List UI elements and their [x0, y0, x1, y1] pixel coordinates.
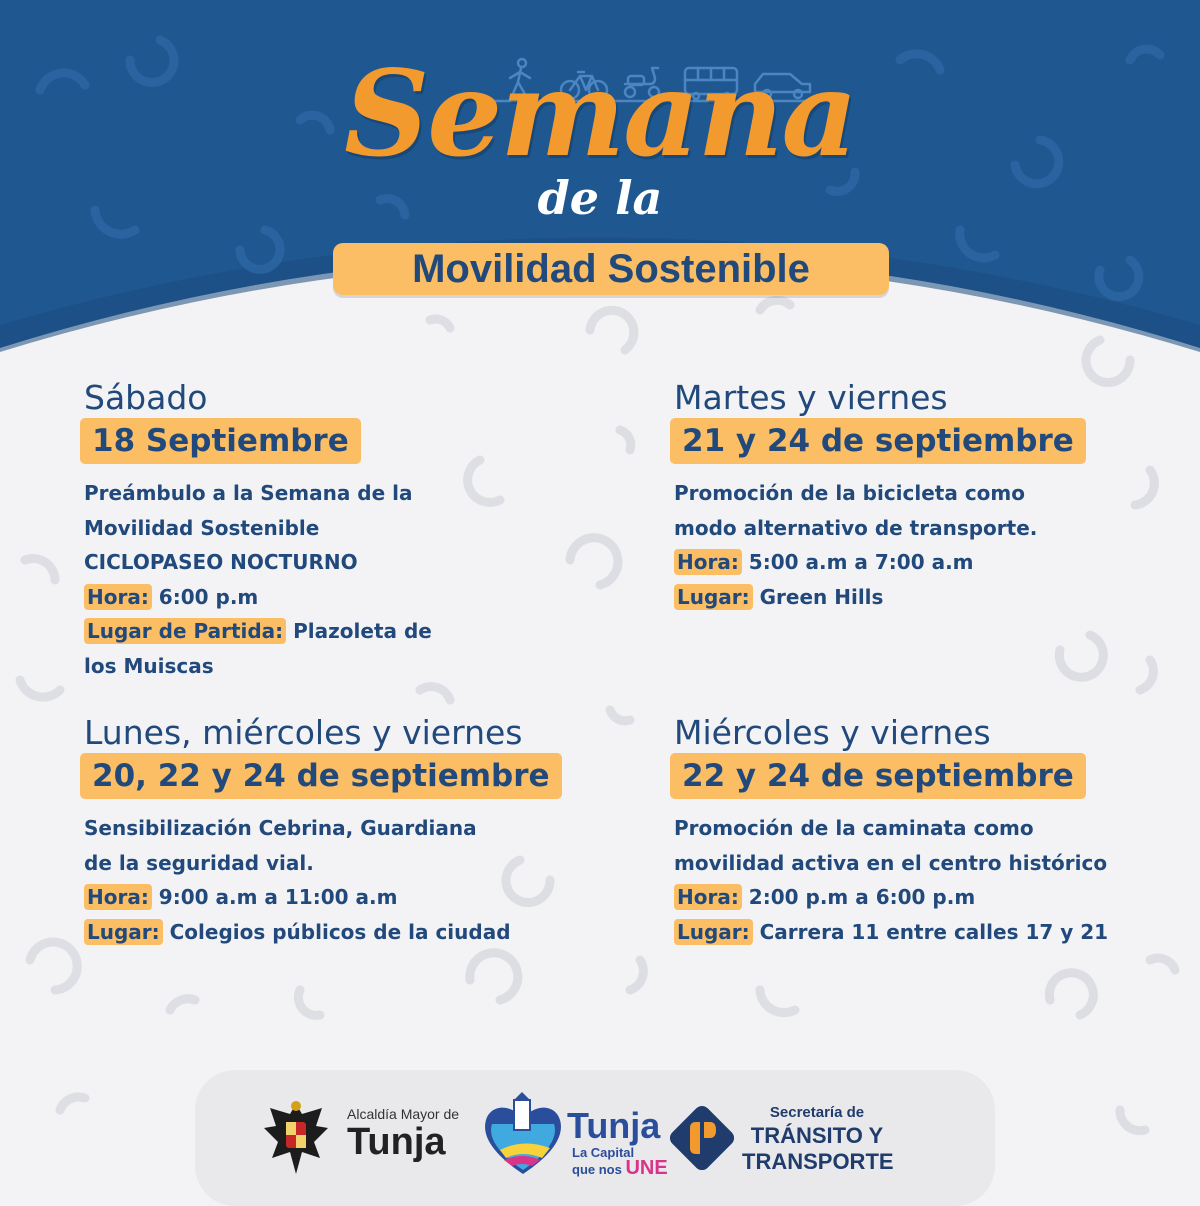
event-day: Lunes, miércoles y viernes — [84, 713, 523, 752]
event-day: Martes y viernes — [674, 378, 948, 417]
event-day: Miércoles y viernes — [674, 713, 991, 752]
alcaldia-small-text: Alcaldía Mayor de — [347, 1106, 460, 1122]
event-date: 20, 22 y 24 de septiembre — [80, 753, 562, 799]
detail-line: CICLOPASEO NOCTURNO — [84, 550, 358, 574]
detail-line: los Muiscas — [84, 653, 214, 678]
hora-label: Hora: — [674, 884, 742, 910]
detail-line-hora: Hora: 9:00 a.m a 11:00 a.m — [84, 880, 562, 915]
event-block-miercoles-viernes — [674, 713, 1108, 949]
event-details — [84, 811, 562, 949]
event-day: Sábado — [84, 378, 208, 417]
event-block-lunes-miercoles-viernes — [84, 713, 562, 949]
event-date: 21 y 24 de septiembre — [670, 418, 1086, 464]
event-block-sabado — [84, 378, 432, 683]
coat-of-arms-icon — [262, 1098, 330, 1180]
detail-line-hora: Hora: 6:00 p.m — [84, 580, 432, 615]
detail-line: Movilidad Sostenible — [84, 515, 320, 540]
lugar-label: Lugar: — [84, 919, 163, 945]
alcaldia-big-text: Tunja — [347, 1121, 446, 1163]
tunja-capital-heart-icon — [480, 1090, 566, 1180]
detail-line-lugar: Lugar: Green Hills — [674, 580, 1086, 615]
secretaria-line-1: Secretaría de — [769, 1104, 865, 1121]
lugar-label: Lugar: — [674, 919, 753, 945]
brand-une: UNE — [625, 1157, 668, 1179]
event-details — [84, 476, 432, 683]
brand-word: Tunja — [567, 1105, 661, 1146]
subtitle-de-la: de la — [537, 171, 663, 225]
detail-line: Sensibilización Cebrina, Guardiana — [84, 816, 477, 840]
event-date: 22 y 24 de septiembre — [670, 753, 1086, 799]
detail-line: Promoción de la caminata como — [674, 816, 1034, 840]
detail-line-lugar: Lugar: Colegios públicos de la ciudad — [84, 915, 562, 950]
secretaria-line-3: TRANSPORTE — [742, 1149, 894, 1174]
secretaria-diamond-icon — [664, 1100, 740, 1176]
title-banner: Movilidad Sostenible — [333, 243, 889, 295]
detail-line: de la seguridad vial. — [84, 850, 314, 875]
detail-line: Promoción de la bicicleta como — [674, 481, 1026, 505]
event-details — [674, 811, 1108, 949]
lugar-label: Lugar de Partida: — [84, 618, 286, 644]
detail-line: Preámbulo a la Semana de la — [84, 481, 413, 505]
hora-label: Hora: — [84, 884, 152, 910]
title-semana: Semana — [344, 44, 856, 183]
secretaria-line-2: TRÁNSITO Y — [750, 1123, 884, 1148]
detail-line-hora: Hora: 2:00 p.m a 6:00 p.m — [674, 880, 1108, 915]
brand-line-2: que nos UNE — [572, 1157, 668, 1179]
hora-label: Hora: — [84, 584, 152, 610]
event-details — [674, 476, 1086, 614]
detail-line-lugar: Lugar de Partida: Plazoleta de — [84, 614, 432, 649]
detail-line: movilidad activa en el centro histórico — [674, 850, 1108, 875]
hora-label: Hora: — [674, 549, 742, 575]
event-block-martes-viernes — [674, 378, 1086, 614]
detail-line-hora: Hora: 5:00 a.m a 7:00 a.m — [674, 545, 1086, 580]
lugar-label: Lugar: — [674, 584, 753, 610]
detail-line-lugar: Lugar: Carrera 11 entre calles 17 y 21 — [674, 915, 1108, 950]
detail-line: modo alternativo de transporte. — [674, 515, 1038, 540]
event-date: 18 Septiembre — [80, 418, 361, 464]
brand-line-1: La Capital — [572, 1145, 635, 1160]
